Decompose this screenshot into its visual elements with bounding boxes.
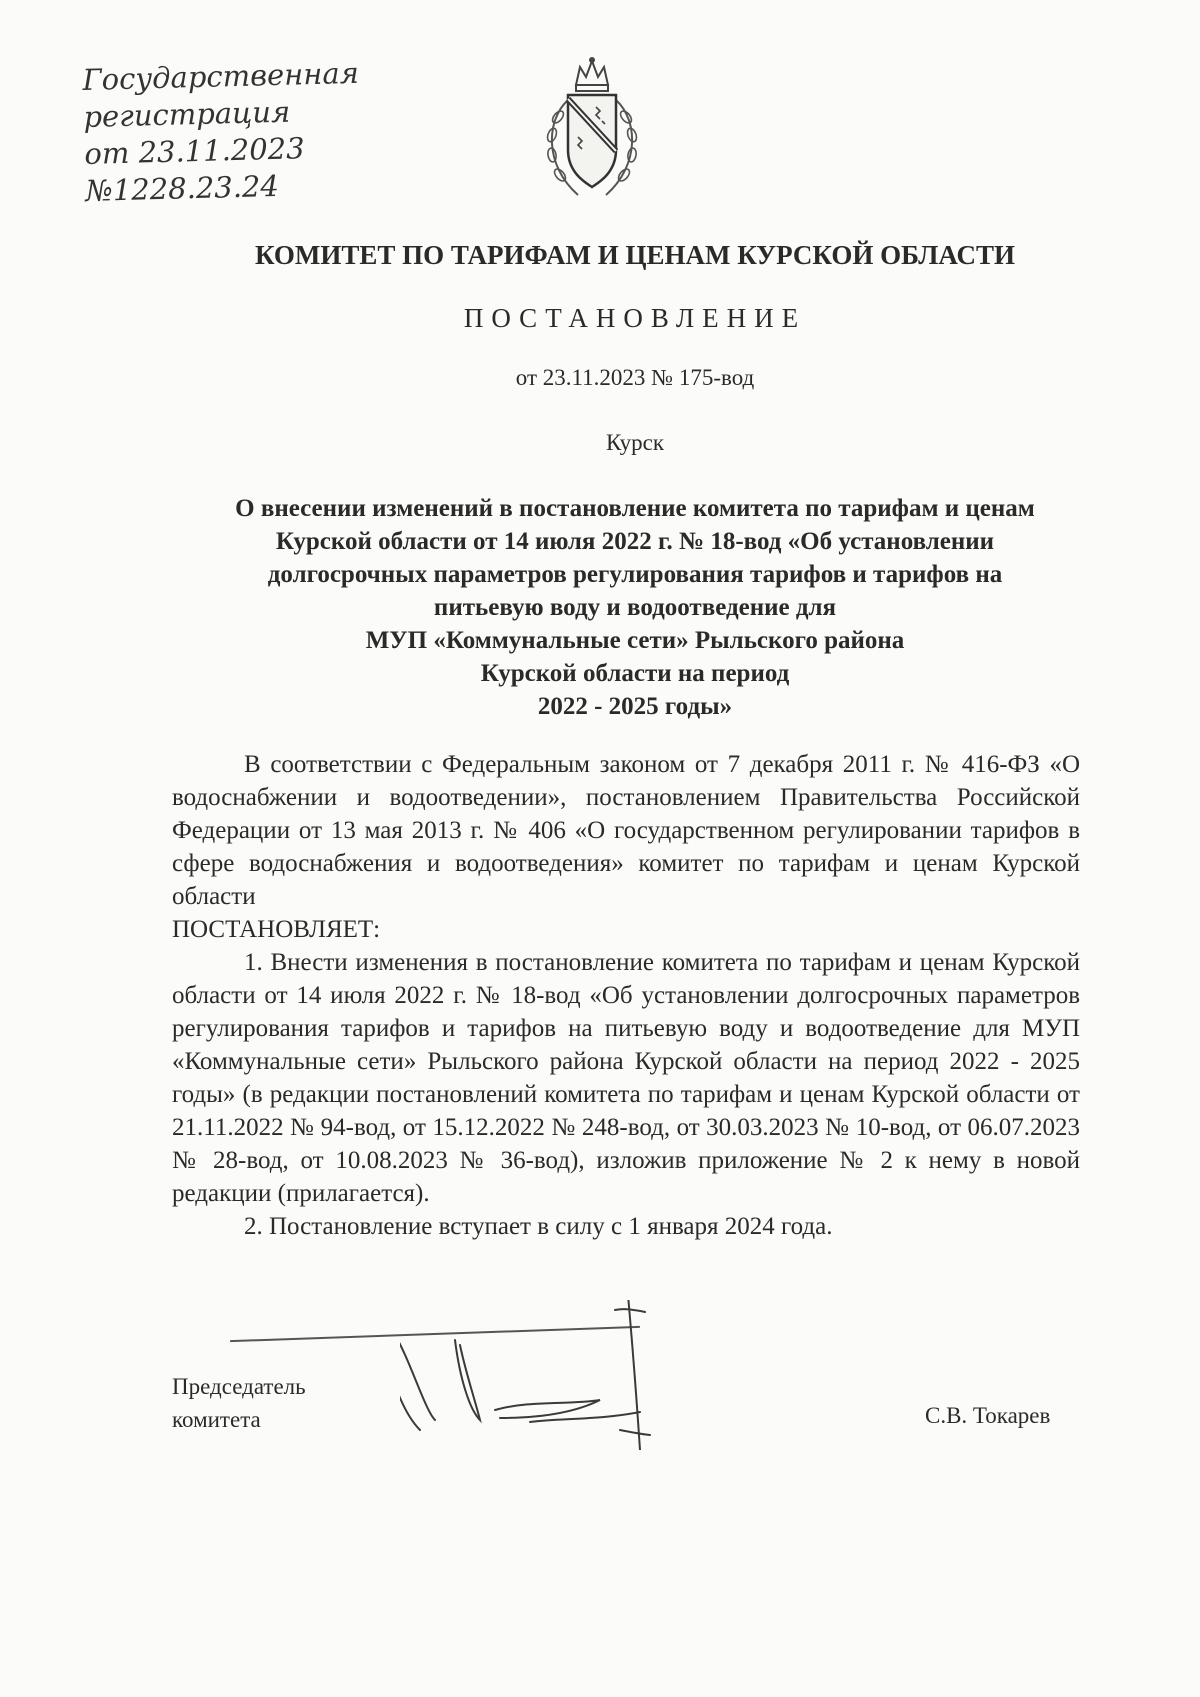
subject-line: МУП «Коммунальные сети» Рыльского района [365, 627, 905, 654]
document-date-number: от 23.11.2023 № 175-вод [515, 365, 755, 390]
document-body [172, 748, 1080, 1243]
subject-line: О внесении изменений в постановление комитета по тарифам и ценам [235, 495, 1035, 522]
subject-line: 2022 - 2025 годы» [537, 693, 733, 720]
subject-line: питьевую воду и водоотведение для [433, 594, 837, 621]
handwritten-signature [400, 1300, 730, 1450]
registration-note-line: от 23.11.2023 [83, 131, 305, 171]
position-line: Председатель [172, 1374, 306, 1399]
committee-title: КОМИТЕТ ПО ТАРИФАМ И ЦЕНАМ КУРСКОЙ ОБЛАСТИ [254, 240, 1016, 270]
preamble-paragraph [172, 748, 1080, 946]
position-line: комитета [172, 1407, 261, 1432]
resolves-word: ПОСТАНОВЛЯЕТ: [172, 916, 381, 943]
registration-note-line: регистрация [82, 94, 291, 134]
signatory-position [172, 1370, 306, 1436]
registration-note-line: №1228.23.24 [84, 168, 280, 208]
document-subject [150, 492, 1120, 723]
item-1-paragraph: 1. Внести изменения в постановление комитета по тарифам и ценам Курской области от 14 июля 2022 г. № 18-вод «Об установлении долгосрочных параметров регулирования тарифов и тарифов на питьевую воду и водоотведение для МУП «Коммунальные сети» Рыльского района Курской области на период 2022 - 2025 годы» (в редакции постановлений комитета по тарифам и ценам Курской области от 21.11.2022 № 94-вод, от 15.12.2022 № 248-вод, от 30.03.2023 № 10-вод, от 06.07.2023 № 28-вод, от 10.08.2023 № 36-вод), изложив приложение № 2 к нему в новой редакции (прилагается). [172, 949, 1080, 1207]
document-city: Курск [606, 430, 664, 455]
subject-line: Курской области от 14 июля 2022 г. № 18-вод «Об установлении [275, 528, 995, 555]
kursk-coat-of-arms-icon [538, 55, 646, 205]
item-2-paragraph: 2. Постановление вступает в силу с 1 января 2024 года. [244, 1213, 833, 1240]
subject-line: долгосрочных параметров регулирования тарифов и тарифов на [267, 561, 1003, 588]
registration-note-line: Государственная [82, 55, 360, 97]
registration-handwritten-note [82, 53, 416, 210]
signatory-name: С.В. Токарев [925, 1403, 1051, 1428]
subject-line: Курской области на период [480, 660, 790, 687]
preamble-text: В соответствии с Федеральным законом от 7 декабря 2011 г. № 416-ФЗ «О водоснабжении и водоотведении», постановлением Правительства Российской Федерации от 13 мая 2013 г. № 406 «О государственном регулировании тарифов в сфере водоснабжения и водоотведения» комитет по тарифам и ценам Курской области [172, 751, 1080, 910]
document-type: ПОСТАНОВЛЕНИЕ [463, 303, 807, 333]
